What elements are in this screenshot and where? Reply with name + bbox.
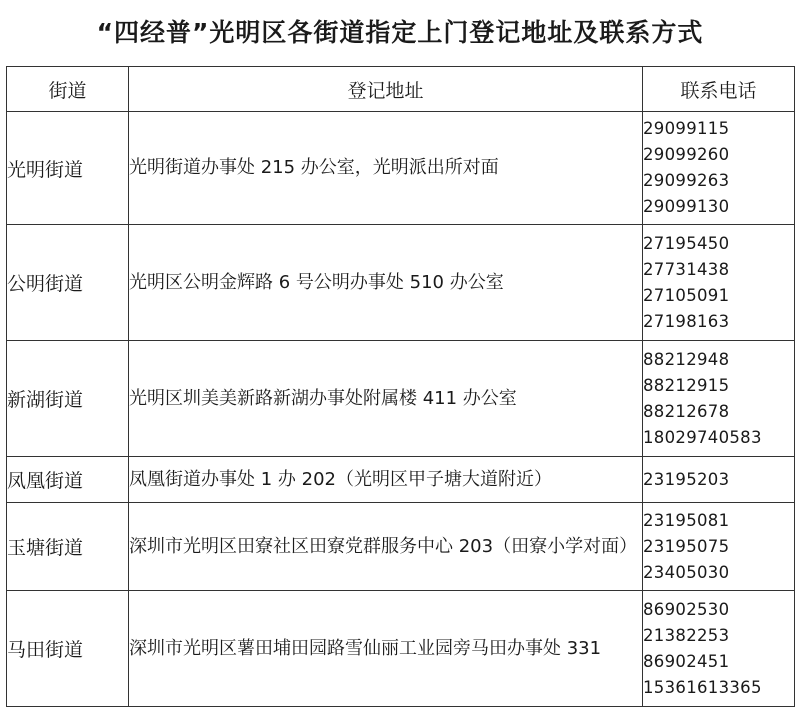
street-cell: 马田街道 (7, 591, 129, 707)
phone-cell (643, 341, 795, 457)
phone-number: 21382253 (643, 625, 730, 645)
address-cell: 光明区圳美美新路新湖办事处附属楼 411 办公室 (129, 341, 643, 457)
phone-number: 29099263 (643, 171, 730, 190)
street-cell: 新湖街道 (7, 341, 129, 457)
street-cell: 光明街道 (7, 112, 129, 225)
phone-cell (643, 503, 795, 591)
phone-number: 27195450 (643, 233, 730, 253)
phone-number: 29099115 (643, 119, 730, 138)
table-row (7, 591, 795, 707)
phone-number: 15361613365 (643, 677, 762, 697)
registration-table (6, 66, 795, 707)
phone-number: 29099130 (643, 197, 730, 216)
phone-number: 29099260 (643, 145, 730, 164)
phone-number: 86902530 (643, 599, 730, 619)
street-cell: 公明街道 (7, 225, 129, 341)
phone-cell (643, 225, 795, 341)
phone-cell (643, 112, 795, 225)
phone-number: 23195081 (643, 510, 730, 530)
phone-cell (643, 457, 795, 503)
phone-number: 23405030 (643, 562, 730, 582)
address-cell: 深圳市光明区薯田埔田园路雪仙丽工业园旁马田办事处 331 (129, 591, 643, 707)
phone-number: 27731438 (643, 259, 730, 279)
address-cell: 光明街道办事处 215 办公室，光明派出所对面 (129, 112, 643, 225)
phone-number: 27105091 (643, 285, 730, 305)
table-row (7, 225, 795, 341)
address-cell: 凤凰街道办事处 1 办 202（光明区甲子塘大道附近） (129, 457, 643, 503)
header-address: 登记地址 (129, 67, 643, 112)
phone-number: 18029740583 (643, 427, 762, 447)
phone-number: 86902451 (643, 651, 730, 671)
table-row (7, 503, 795, 591)
phone-number: 88212915 (643, 375, 730, 395)
phone-number: 23195203 (643, 469, 730, 489)
phone-cell (643, 591, 795, 707)
table-header-row (7, 67, 795, 112)
street-cell: 凤凰街道 (7, 457, 129, 503)
page-title: “四经普”光明区各街道指定上门登记地址及联系方式 (96, 18, 704, 47)
address-cell: 深圳市光明区田寮社区田寮党群服务中心 203（田寮小学对面） (129, 503, 643, 591)
phone-number: 27198163 (643, 311, 730, 331)
street-cell: 玉塘街道 (7, 503, 129, 591)
phone-number: 88212948 (643, 349, 730, 369)
table-row (7, 341, 795, 457)
header-phone: 联系电话 (643, 67, 795, 112)
table-row (7, 457, 795, 503)
phone-number: 23195075 (643, 536, 730, 556)
header-street: 街道 (7, 67, 129, 112)
table-row (7, 112, 795, 225)
address-cell: 光明区公明金辉路 6 号公明办事处 510 办公室 (129, 225, 643, 341)
phone-number: 88212678 (643, 401, 730, 421)
